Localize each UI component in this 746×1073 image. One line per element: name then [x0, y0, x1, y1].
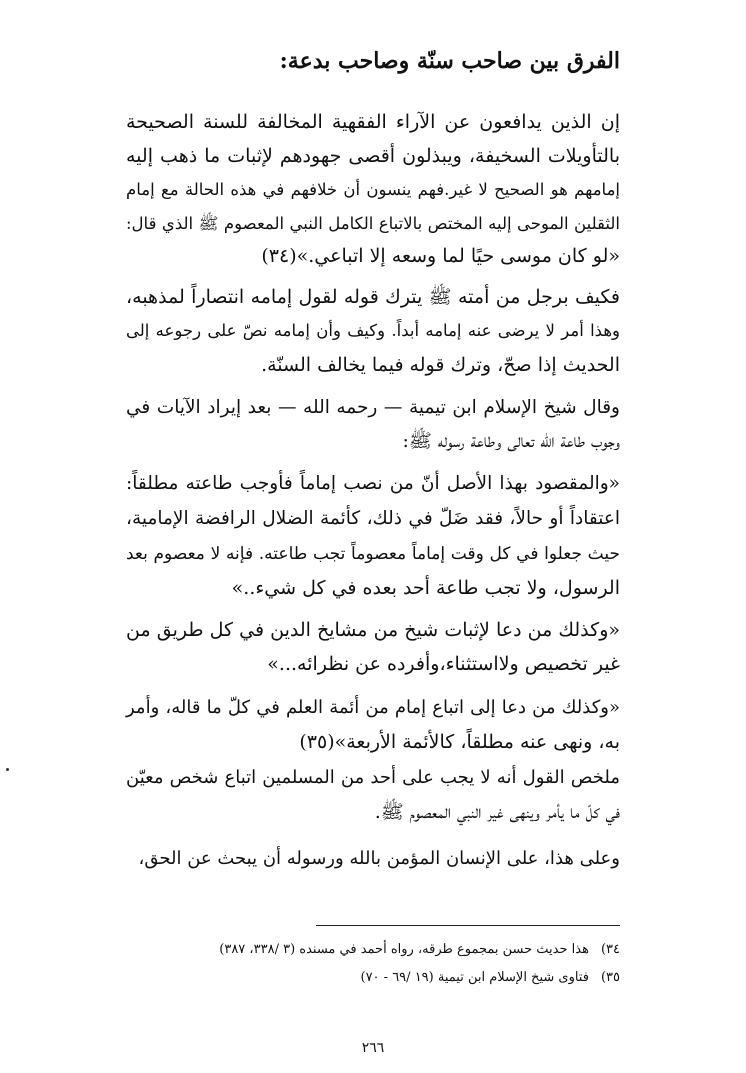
text-line: «وكذلك من دعا لإثبات شيخ من مشايخ الدين في كل طريق من: [126, 619, 620, 641]
text-line: حيث جعلوا في كل وقت إماماً معصوماً تجب طاعته. فإنه لا معصوم بعد: [126, 544, 620, 564]
text-line: وجوب طاعة الله تعالى وطاعة رسوله ﷺ:: [402, 430, 620, 452]
text-line: إمامهم هو الصحيح لا غير.فهم ينسون أن خلافهم في هذه الحالة مع إمام: [126, 180, 620, 199]
scan-speck: [6, 768, 9, 771]
footnote-text: هذا حديث حسن بمجموع طرقه، رواه أحمد في مسنده (٣ /٣٣٨، ٣٨٧): [219, 942, 589, 957]
footnote: [360, 968, 620, 988]
text-line: «لو كان موسى حيًا لما وسعه إلا اتباعي.»(٣٤): [261, 245, 620, 267]
footnote: [219, 940, 620, 960]
text-line: إن الذين يدافعون عن الآراء الفقهية المخالفة للسنة الصحيحة: [126, 111, 620, 133]
text-line: «وكذلك من دعا إلى اتباع إمام من أئمة العلم في كلّ ما قاله، وأمر: [126, 697, 620, 718]
text-line: به، ونهى عنه مطلقاً، كالأئمة الأربعة»(٣٥): [299, 731, 620, 753]
footnote-number: ٣٥): [600, 970, 620, 985]
text-line: الرسول، ولا تجب طاعة أحد بعده في كل شيء..»: [231, 577, 620, 599]
footnote-divider: [316, 925, 620, 926]
text-line: ملخص القول أنه لا يجب على أحد من المسلمين اتباع شخص معيّن: [126, 767, 620, 788]
text-line: «والمقصود بهذا الأصل أنّ من نصب إماماً فأوجب طاعته مطلقاً:: [126, 473, 620, 494]
footnote-number: ٣٤): [600, 942, 620, 957]
text-line: وهذا أمر لا يرضى عنه إمامه أبداً. وكيف وأن إمامه نصّ على رجوعه إلى: [126, 321, 620, 340]
text-line: اعتقاداً أو حالاً، فقد ضَلّ في ذلك، كأئمة الضلال الرافضة الإمامية،: [126, 508, 620, 529]
text-line: في كلّ ما يأمر وينهى غير النبي المعصوم ﷺ.: [374, 801, 620, 823]
section-heading: الفرق بين صاحب سنّة وصاحب بدعة:: [279, 48, 620, 74]
text-line: بالتأويلات السخيفة، ويبذلون أقصى جهودهم لإثبات ما ذهب إليه: [126, 145, 620, 167]
text-line: وعلى هذا، على الإنسان المؤمن بالله ورسوله أن يبحث عن الحق،: [138, 848, 620, 869]
text-line: غير تخصيص ولااستثناء،وأفرده عن نظرائه...»: [267, 653, 620, 675]
text-line: الثقلين الموحى إليه المختص بالاتباع الكامل النبي المعصوم ﷺ الذي قال:: [126, 214, 620, 233]
text-line: الحديث إذا صحّ، وترك قوله فيما يخالف السنّة.: [261, 354, 620, 376]
footnote-text: فتاوى شيخ الإسلام ابن تيمية (١٩ /٦٩ - ٧٠): [360, 970, 589, 985]
text-line: وقال شيخ الإسلام ابن تيمية — رحمه الله — بعد إيراد الآيات في: [126, 397, 620, 418]
page-number: ٢٦٦: [361, 1040, 385, 1056]
text-line: فكيف برجل من أمته ﷺ يترك قوله لقول إمامه انتصاراً لمذهبه،: [126, 286, 620, 308]
